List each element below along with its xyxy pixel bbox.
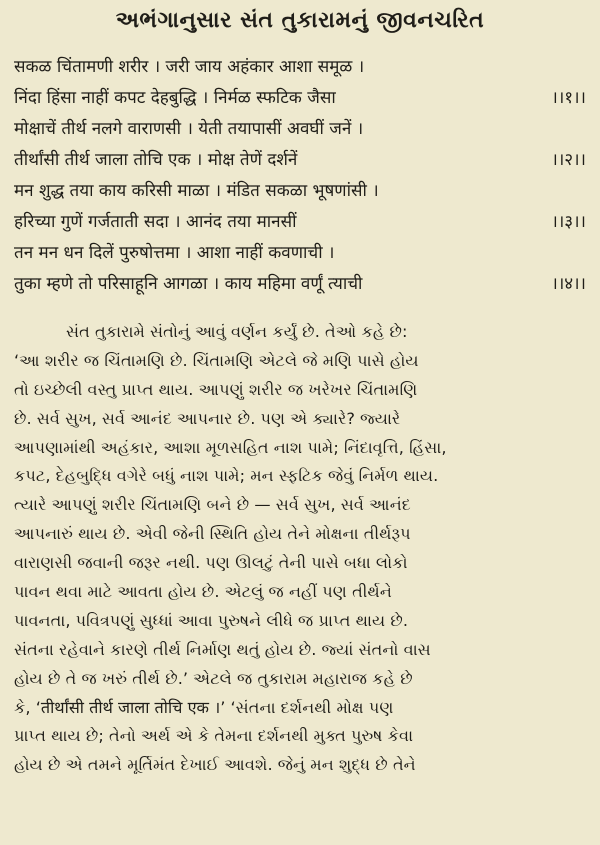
verse-text: मन शुद्ध तया काय करिसी माळा । मंडित सकळा भूषणांसी । [14,181,379,201]
prose-line: પાવનતા, પવિત્રપણું સુધ્ધાં આવા પુરુષને લીધે જ પ્રાપ્ત થાય છે. [14,610,409,630]
verse-number: ।।१।। [551,88,586,108]
verse-text: मोक्षाचें तीर्थ नलगे वाराणसी । येती तयापासीं अवघीं जनें । [14,119,364,139]
prose-line: તો ઇચ્છેલી વસ્તુ પ્રાપ્ત થાય. આપણું શરીર જ ખરેખર ચિંતામણિ [14,379,418,399]
prose-line: વારાણસી જવાની જરૂર નથી. પણ ઊલટું તેની પાસે બધા લોકો [14,553,408,573]
verse-number: ।।३।। [551,212,586,232]
verse-text: तीर्थांसी तीर्थ जाला तोचि एक । मोक्ष तेणें दर्शनें [14,150,298,170]
prose-line: પાવન થવા માટે આવતા હોય છે. એટલું જ નહીં પણ તીર્થને [14,582,392,602]
prose-line: આપનારું થાય છે. એવી જેની સ્થિતિ હોય તેને મોક્ષના તીર્થરૂપ [14,524,411,544]
page-title: અભંગાનુસાર સંત તુકારામનું જીવનચરિત [115,8,485,33]
verse-text: सकळ चिंतामणी शरीर । जरी जाय अहंकार आशा समूळ । [14,57,365,77]
verse-text: तन मन धन दिलें पुरुषोत्तमा । आशा नाहीं कवणाची । [14,243,335,263]
prose-line: છે. સર્વ સુખ, સર્વ આનંદ આપનાર છે. પણ એ ક્યારે? જ્યારે [14,408,401,428]
verse-line [14,238,590,269]
prose-line: સંત તુકારામે સંતોનું આવું વર્ણન કર્યું છે. તેઓ કહે છે: [66,322,408,341]
verse-line [14,176,590,207]
verse-line [14,269,590,300]
prose-line: હોય છે એ તમને મૂર્તિમંત દેખાઈ આવશે. જેનું મન શુદ્ધ છે તેને [14,755,416,775]
prose-line: હોય છે તે જ ખરું તીર્થ છે.’ એટલે જ તુકારામ મહારાજ કહે છે [14,668,413,688]
verse-line [14,114,590,145]
commentary-paragraph [14,318,590,780]
verse-text: निंदा हिंसा नाहीं कपट देहबुद्धि । निर्मळ स्फटिक जैसा [14,88,336,108]
verse-line [14,52,590,83]
prose-line: સંતના રહેવાને કારણે તીર્થ નિર્માણ થતું હોય છે. જ્યાં સંતનો વાસ [14,639,431,659]
verse-line [14,83,590,114]
verse-line [14,207,590,238]
verse-text: तुका म्हणे तो परिसाहूनि आगळा । काय महिमा वर्णूं त्याची [14,274,363,294]
prose-line: આપણામાંથી અહંકાર, આશા મૂળસહિત નાશ પામે; નિંદાવૃત્તિ, હિંસા, [14,437,447,457]
verse-line [14,145,590,176]
verse-text: हरिच्या गुणें गर्जताती सदा । आनंद तया मानसीं [14,212,297,232]
verse-number: ।।४।। [551,274,586,294]
prose-line: ત્યારે આપણું શરીર ચિંતામણિ બને છે — સર્વ સુખ, સર્વ આનંદ [14,495,411,515]
prose-line: પ્રાપ્ત થાય છે; તેનો અર્થ એ કે તેમના દર્શનથી મુક્ત પુરુષ કેવા [14,726,414,746]
prose-line: કે, ‘तीर्थांसी तीर्थ जाला तोचि एक ।’ ‘સંતના દર્શનથી મોક્ષ પણ [14,697,394,717]
prose-line: ‘આ શરીર જ ચિંતામણિ છે. ચિંતામણિ એટલે જે મણિ પાસે હોય [14,350,419,370]
verse-number: ।।२।। [551,150,586,170]
abhang-verse [14,52,590,300]
prose-line: કપટ, દેહબુદ્ધિ વગેરે બધું નાશ પામે; મન સ્ફટિક જેવું નિર્મળ થાય. [14,466,439,486]
